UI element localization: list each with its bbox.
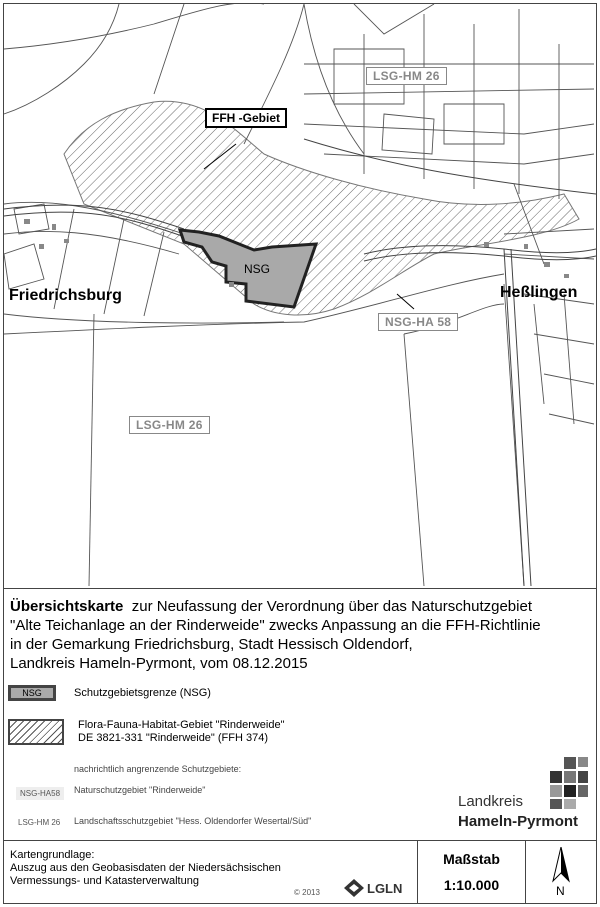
legend-note: nachrichtlich angrenzende Schutzgebiete: [74, 764, 242, 774]
nsg-legend-text: Schutzgebietsgrenze (NSG) [74, 686, 211, 699]
title-line4: Landkreis Hameln-Pyrmont, vom 08.12.2015 [10, 655, 308, 672]
lgln-logo [344, 879, 402, 897]
legend-panel [4, 588, 596, 841]
footer [4, 840, 596, 904]
label-nsg: NSG [244, 262, 271, 276]
copyright: © 2013 [294, 888, 320, 897]
lgln-icon [344, 879, 364, 897]
ffh-swatch [8, 719, 64, 745]
logo-line1: Landkreis [458, 793, 524, 810]
place-hesslingen: Heßlingen [500, 284, 578, 301]
north-arrow-block [526, 841, 596, 904]
lsg-code: LSG-HM 26 [18, 818, 61, 827]
title-line1: zur Neufassung der Verordnung über das Naturschutzgebiet [131, 598, 532, 615]
north-arrow-icon [551, 847, 571, 883]
lgln-text: LGLN [367, 880, 403, 896]
label-lsg-top: LSG-HM 26 [366, 67, 447, 85]
source-block [4, 841, 418, 904]
nsg-ha-code: NSG-HA58 [16, 787, 64, 800]
legend-item-nsg [8, 685, 211, 701]
ffh-legend-line1: Flora-Fauna-Habitat-Gebiet "Rinderweide" [78, 719, 285, 731]
north-label: N [556, 884, 565, 898]
scale-block [418, 841, 526, 904]
landkreis-logo [454, 757, 594, 837]
source-line2: Auszug aus den Geobasisdaten der Niedersächsischen [10, 862, 281, 874]
source-line1: Kartengrundlage: [10, 849, 95, 861]
scale-label: Maßstab [443, 851, 500, 867]
legend-item-ffh [8, 719, 285, 745]
nsg-swatch: NSG [8, 685, 56, 701]
label-ffh: FFH -Gebiet [205, 108, 287, 128]
ffh-legend-line2: DE 3821-331 "Rinderweide" (FFH 374) [78, 732, 269, 744]
nsg-ha-legend-text: Naturschutzgebiet "Rinderweide" [74, 785, 206, 795]
scale-value: 1:10.000 [443, 877, 500, 893]
title-line2: "Alte Teichanlage an der Rinderweide" zwecks Anpassung an die FFH-Richtlinie [10, 617, 541, 634]
map-title [10, 597, 590, 673]
ffh-legend-text [78, 719, 285, 745]
label-nsg-ha: NSG-HA 58 [378, 313, 458, 331]
title-bold: Übersichtskarte [10, 598, 124, 615]
source-line3: Vermessungs- und Katasterverwaltung [10, 875, 199, 887]
map-area[interactable] [4, 4, 596, 586]
place-friedrichsburg: Friedrichsburg [9, 287, 122, 304]
title-line3: in der Gemarkung Friedrichsburg, Stadt Hessisch Oldendorf, [10, 636, 413, 653]
logo-line2: Hameln-Pyrmont [458, 813, 579, 830]
lsg-legend-text: Landschaftsschutzgebiet "Hess. Oldendorfer Wesertal/Süd" [74, 816, 312, 826]
landkreis-logo-mark [550, 757, 590, 811]
label-lsg-bottom: LSG-HM 26 [129, 416, 210, 434]
